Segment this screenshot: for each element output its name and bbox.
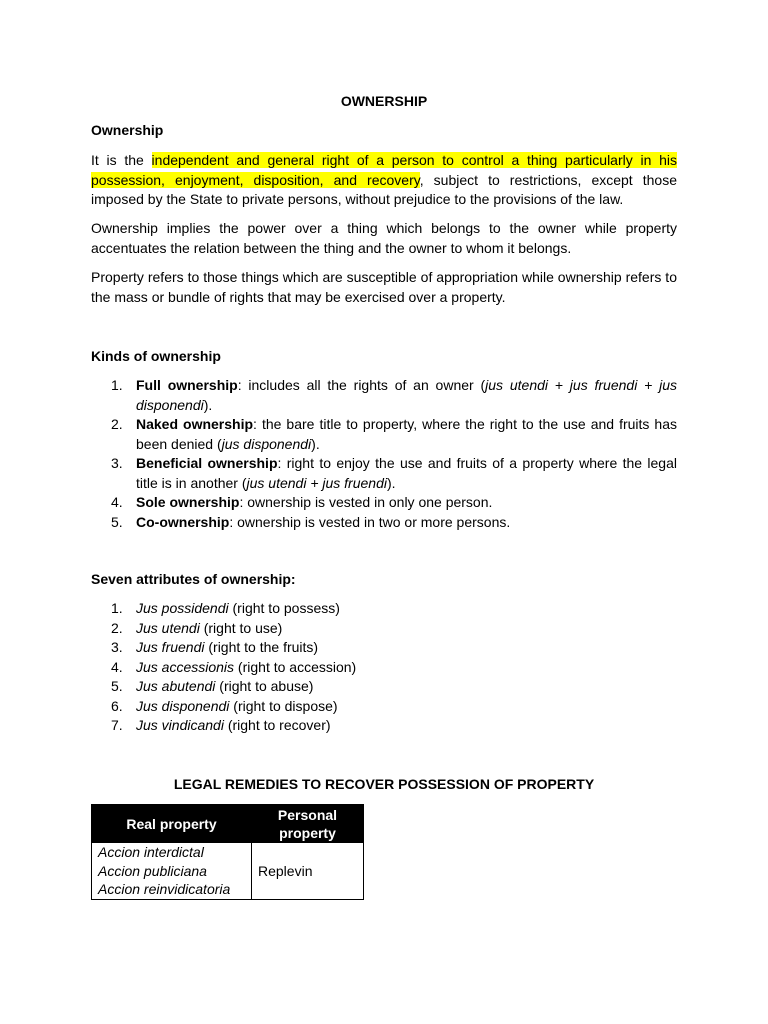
remedy-item: Accion publiciana <box>98 862 207 879</box>
personal-property-remedy-cell: Replevin <box>252 843 364 900</box>
remedy-item: Accion interdictal <box>98 844 204 860</box>
list-number: 3. <box>111 639 123 655</box>
meaning: (right to possess) <box>228 600 340 616</box>
list-number: 5. <box>111 678 123 694</box>
table-header-row <box>92 805 364 843</box>
list-number: 1. <box>111 600 123 616</box>
term: Full ownership <box>136 377 238 393</box>
header-real-property: Real property <box>92 805 252 843</box>
meaning: (right to dispose) <box>229 697 338 714</box>
closing: ). <box>311 435 320 452</box>
meaning: (right to recover) <box>223 717 331 733</box>
latin-term: jus utendi + jus fruendi + jus disponendi <box>136 377 677 413</box>
description: : the bare title to property, where the right to the use and fruits has been denied ( <box>136 416 677 452</box>
meaning: (right to the fruits) <box>204 639 319 655</box>
description: : right to enjoy the use and fruits of a property where the legal title is in another ( <box>136 455 677 491</box>
closing: ). <box>203 396 213 413</box>
header-personal-property <box>252 805 364 843</box>
list-item <box>91 493 677 513</box>
list-number: 1. <box>111 377 123 393</box>
list-item <box>91 716 677 736</box>
list-item <box>91 376 677 415</box>
latin-term: Jus utendi <box>136 619 200 636</box>
list-item <box>91 454 677 493</box>
definition-prefix: It is the <box>91 152 152 168</box>
list-number: 4. <box>111 658 123 675</box>
latin-term: Jus possidendi <box>136 600 229 616</box>
latin-term: jus utendi + jus fruendi <box>246 474 387 491</box>
term: Co-ownership <box>136 513 230 530</box>
latin-term: jus disponendi <box>221 435 312 452</box>
description: : includes all the rights of an owner ( <box>237 377 486 393</box>
ownership-definition-paragraph <box>91 151 677 210</box>
section-heading-kinds: Kinds of ownership <box>91 348 221 364</box>
meaning: (right to abuse) <box>215 678 314 694</box>
list-item <box>91 677 677 697</box>
remedies-table <box>91 804 364 900</box>
list-item <box>91 599 677 619</box>
list-item <box>91 697 677 717</box>
list-number: 3. <box>111 455 123 471</box>
remedy-item: Accion reinvidicatoria <box>98 881 231 897</box>
remedies-table-title: LEGAL REMEDIES TO RECOVER POSSESSION OF PROPERTY <box>173 776 595 792</box>
definition-suffix: , subject to restrictions, except those imposed by the State to private persons, without prejudice to the provisions of the law. <box>91 171 677 207</box>
kinds-of-ownership-list <box>91 376 677 532</box>
table-row <box>92 843 364 900</box>
meaning: (right to use) <box>199 619 283 636</box>
latin-term: Jus abutendi <box>136 678 216 694</box>
highlighted-definition: independent and general right of a person to control a thing particularly in his possession, enjoyment, disposition, and recovery <box>91 152 677 188</box>
list-number: 5. <box>111 513 123 530</box>
closing: ). <box>386 474 396 491</box>
list-item <box>91 415 677 454</box>
list-item <box>91 658 677 678</box>
latin-term: Jus accessionis <box>136 658 235 675</box>
header-line: property <box>279 824 336 841</box>
property-definition-paragraph: Property refers to those things which are susceptible of appropriation while ownership refers to the mass or bundle of rights that may be exercised over a property. <box>91 269 677 305</box>
ownership-vs-property-paragraph: Ownership implies the power over a thing which belongs to the owner while property accentuates the relation between the thing and the owner to whom it belongs. <box>91 220 677 256</box>
list-number: 6. <box>111 697 123 714</box>
list-item <box>91 638 677 658</box>
list-item <box>91 619 677 639</box>
latin-term: Jus fruendi <box>136 639 205 655</box>
description: : ownership is vested in two or more persons. <box>229 513 511 530</box>
list-number: 2. <box>111 416 123 432</box>
term: Sole ownership <box>136 494 240 510</box>
description: : ownership is vested in only one person. <box>239 494 493 510</box>
real-property-remedies-cell <box>92 843 252 900</box>
latin-term: Jus disponendi <box>136 697 230 714</box>
list-number: 4. <box>111 494 123 510</box>
section-heading-attributes: Seven attributes of ownership: <box>91 571 296 587</box>
term: Beneficial ownership <box>136 455 278 471</box>
section-heading-ownership: Ownership <box>91 122 164 138</box>
term: Naked ownership <box>136 416 254 432</box>
list-number: 2. <box>111 619 123 636</box>
document-title: OWNERSHIP <box>340 93 428 109</box>
list-number: 7. <box>111 717 123 733</box>
header-line: Personal <box>277 806 338 823</box>
latin-term: Jus vindicandi <box>136 717 224 733</box>
meaning: (right to accession) <box>234 658 357 675</box>
attributes-list <box>91 599 677 736</box>
list-item <box>91 513 677 533</box>
